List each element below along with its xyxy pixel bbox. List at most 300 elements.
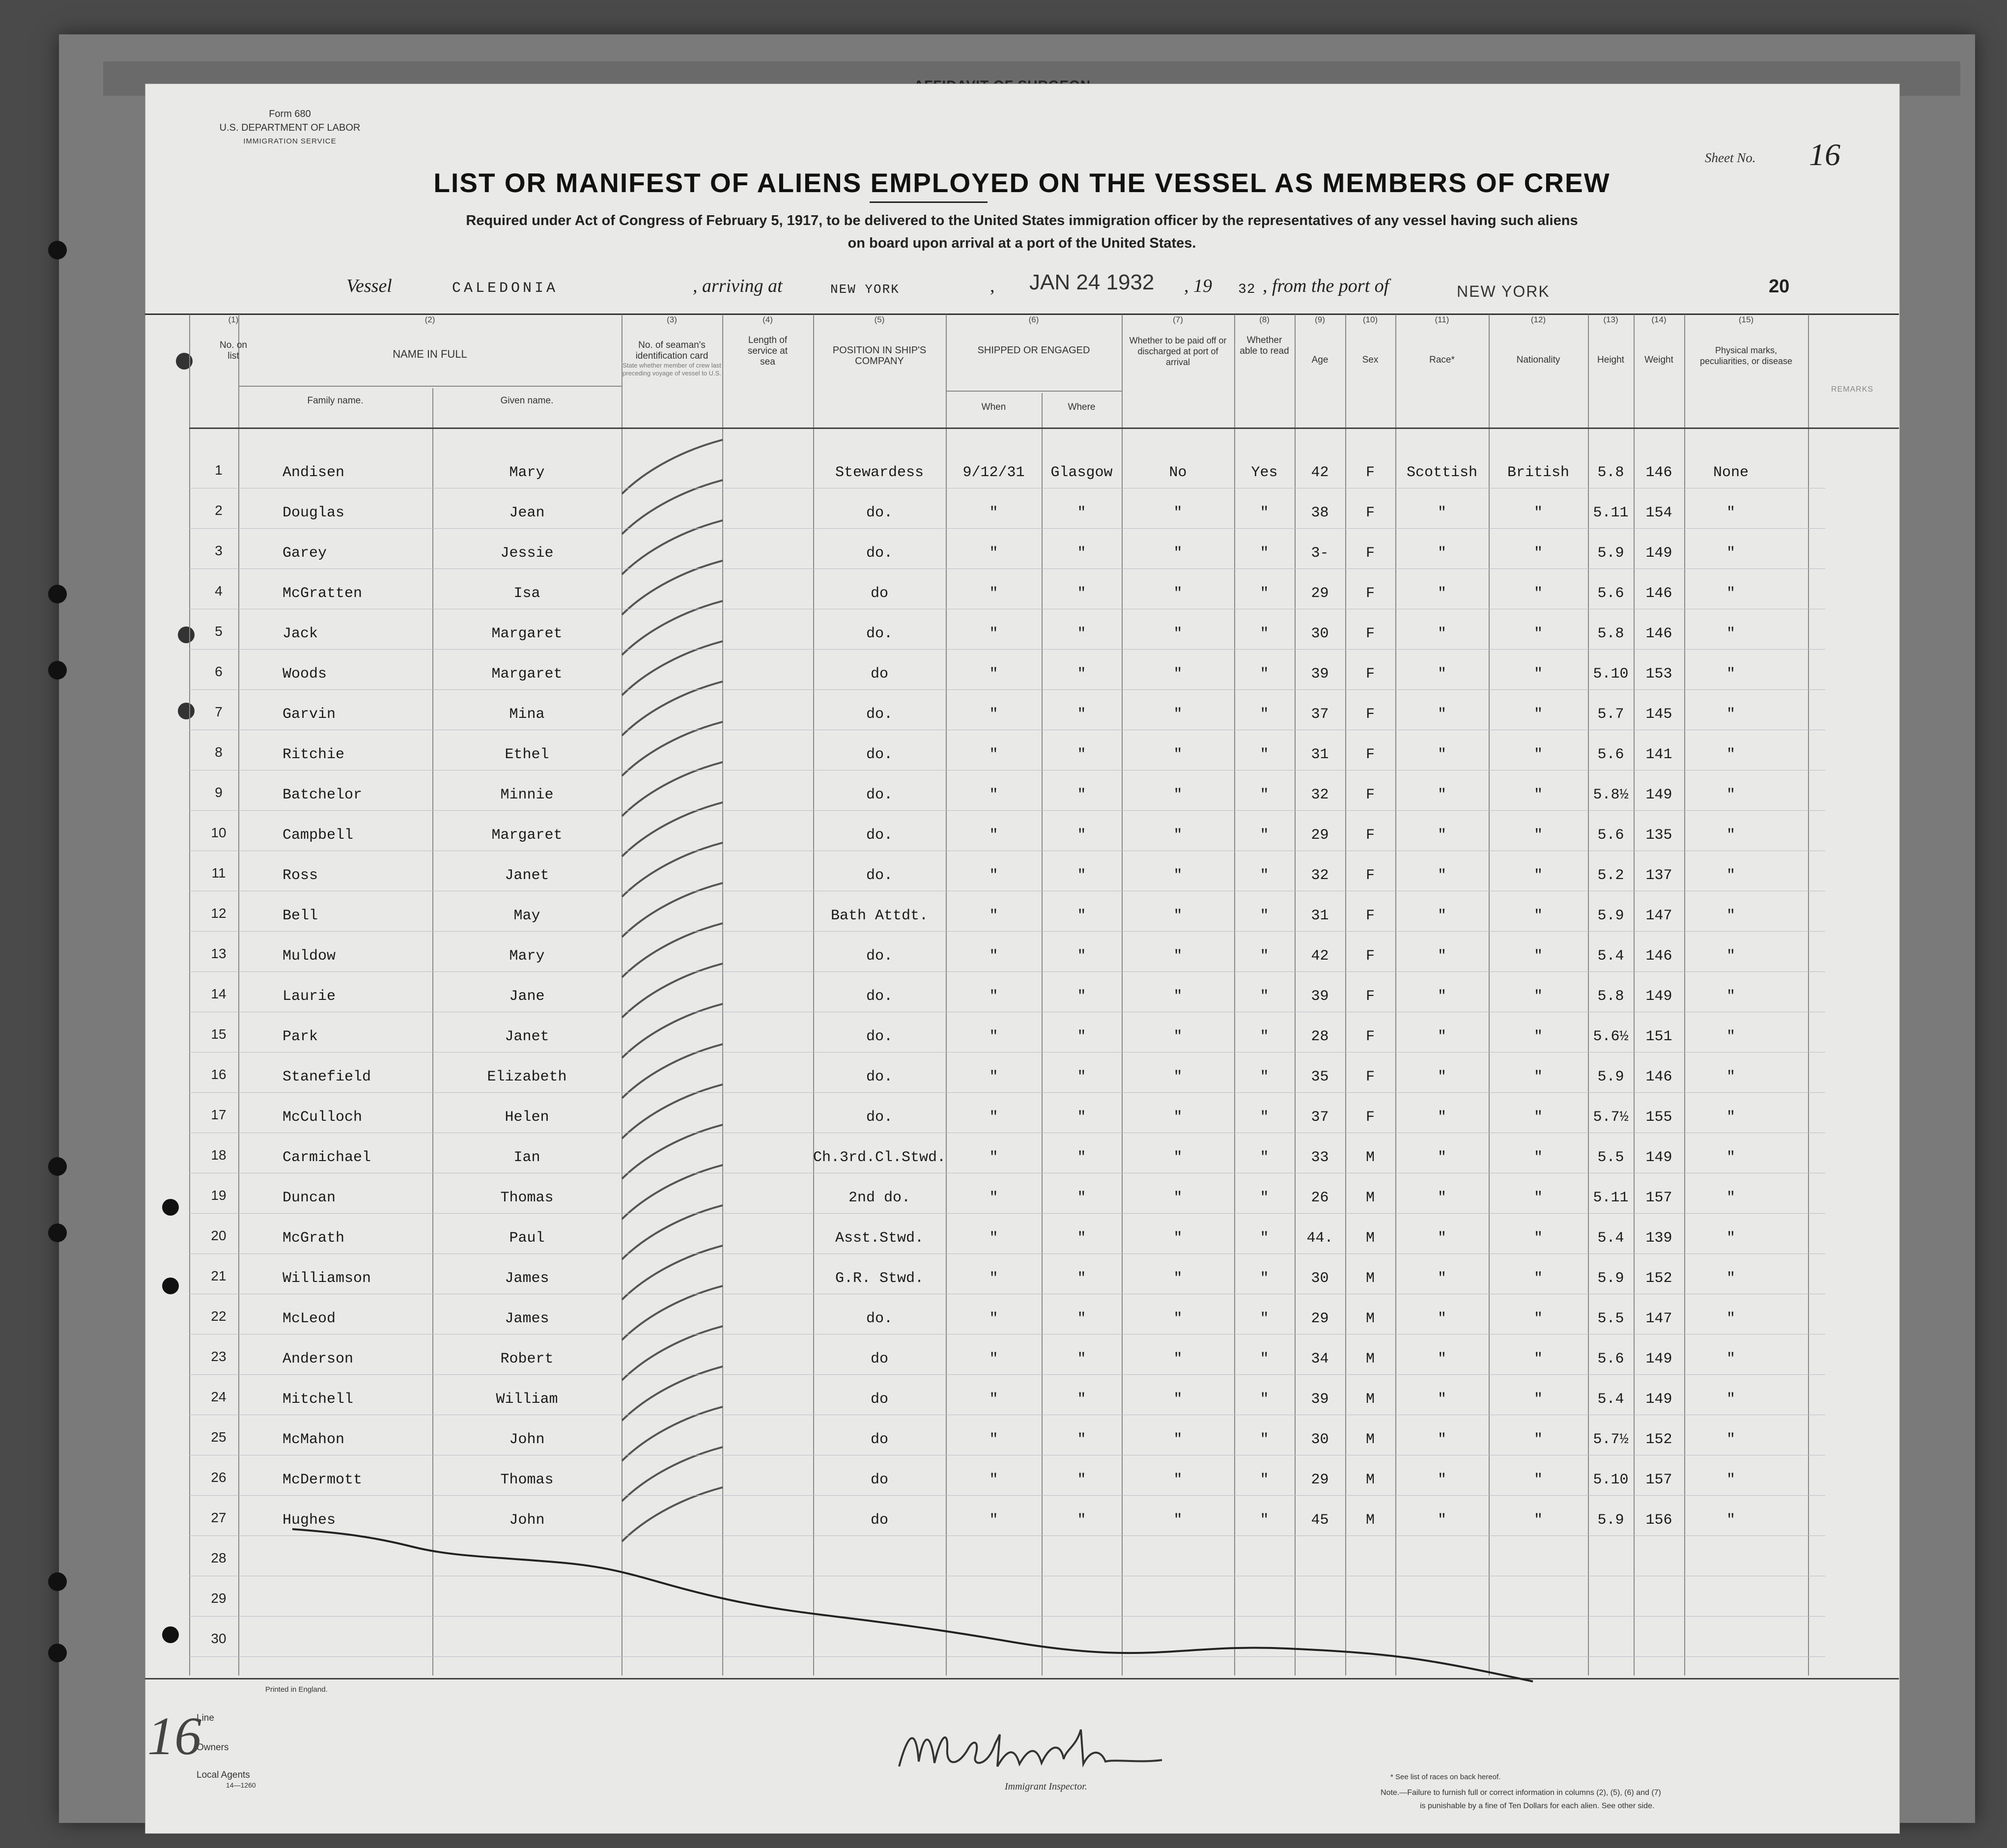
able-to-read-cell: " <box>1260 948 1269 965</box>
given-name-cell: Robert <box>500 1351 554 1367</box>
shipped-when-cell: " <box>989 1351 998 1367</box>
given-name-cell: Jean <box>509 505 545 521</box>
sex-cell: F <box>1365 505 1375 521</box>
given-name-cell: Isa <box>513 585 540 602</box>
physical-marks-cell: " <box>1726 1149 1735 1166</box>
race-cell: " <box>1437 1270 1446 1287</box>
row-rule <box>189 1495 1825 1496</box>
col-label: Race* <box>1429 355 1455 365</box>
col-label: Nationality <box>1516 355 1560 365</box>
row-number: 7 <box>215 704 223 719</box>
shipped-where-cell: " <box>1077 1190 1086 1206</box>
weight-cell: 135 <box>1645 827 1672 844</box>
sex-cell: M <box>1365 1431 1375 1448</box>
weight-cell: 149 <box>1645 545 1672 562</box>
given-name-cell: Thomas <box>500 1190 554 1206</box>
col-label: Weight <box>1644 355 1673 365</box>
family-name-cell: Carmichael <box>283 1149 371 1166</box>
given-name-cell: Margaret <box>491 827 563 844</box>
weight-cell: 155 <box>1645 1109 1672 1126</box>
nationality-cell: " <box>1533 1472 1543 1488</box>
race-cell: " <box>1437 1512 1446 1529</box>
given-name-cell: Mary <box>509 464 545 481</box>
row-rule <box>189 1535 1825 1536</box>
punch-hole <box>48 1223 67 1242</box>
age-cell: 29 <box>1311 1310 1329 1327</box>
family-name-cell: Park <box>283 1028 318 1045</box>
family-name-cell: Mitchell <box>283 1391 354 1408</box>
col-label: Height <box>1597 355 1624 365</box>
form-number: Form 680 <box>269 109 311 119</box>
age-cell: 39 <box>1311 988 1329 1005</box>
physical-marks-cell: " <box>1726 867 1735 884</box>
shipped-when-cell: " <box>989 666 998 682</box>
weight-cell: 137 <box>1645 867 1672 884</box>
family-name-cell: Stanefield <box>283 1069 371 1085</box>
sex-cell: F <box>1365 545 1375 562</box>
age-cell: 44. <box>1306 1230 1333 1247</box>
inspector-label: Immigrant Inspector. <box>1005 1781 1087 1792</box>
nationality-cell: " <box>1533 787 1543 803</box>
col-number: (11) <box>1435 315 1449 324</box>
row-number: 1 <box>215 462 223 478</box>
physical-marks-cell: " <box>1726 1028 1735 1045</box>
family-name-cell: Duncan <box>283 1190 336 1206</box>
given-name-cell: Jane <box>509 988 545 1005</box>
shipped-where-cell: " <box>1077 1230 1086 1247</box>
age-cell: 37 <box>1311 706 1329 723</box>
physical-marks-cell: " <box>1726 1310 1735 1327</box>
inspector-signature <box>894 1720 1169 1781</box>
family-name-cell: Garey <box>283 545 327 562</box>
shipped-when-cell: " <box>989 545 998 562</box>
row-rule <box>189 1656 1825 1657</box>
sex-cell: F <box>1365 464 1375 481</box>
col-number: (13) <box>1603 315 1618 324</box>
sex-cell: F <box>1365 867 1375 884</box>
sex-cell: M <box>1365 1230 1375 1247</box>
height-cell: 5.10 <box>1593 1472 1629 1488</box>
physical-marks-cell: " <box>1726 1472 1735 1488</box>
race-cell: " <box>1437 1391 1446 1408</box>
sex-cell: F <box>1365 625 1375 642</box>
row-number: 6 <box>215 664 223 679</box>
family-name-cell: McGratten <box>283 585 363 602</box>
row-number: 29 <box>211 1591 226 1606</box>
paid-off-cell: " <box>1173 1069 1183 1085</box>
able-to-read-cell: " <box>1260 505 1269 521</box>
row-number: 18 <box>211 1147 226 1163</box>
age-cell: 30 <box>1311 625 1329 642</box>
paid-off-cell: " <box>1173 1310 1183 1327</box>
shipped-when-cell: " <box>989 787 998 803</box>
col-rule <box>722 314 723 1676</box>
position-cell: do. <box>866 1310 893 1327</box>
row-rule <box>189 1092 1825 1093</box>
paid-off-cell: " <box>1173 666 1183 682</box>
shipped-when-cell: " <box>989 706 998 723</box>
row-number: 8 <box>215 744 223 760</box>
race-cell: " <box>1437 787 1446 803</box>
race-cell: " <box>1437 1109 1446 1126</box>
shipped-where-cell: Glasgow <box>1050 464 1113 481</box>
paid-off-cell: " <box>1173 1149 1183 1166</box>
from-port-label: , from the port of <box>1263 276 1389 296</box>
nationality-cell: " <box>1533 867 1543 884</box>
position-cell: do. <box>866 1028 893 1045</box>
col15-header <box>1684 314 1808 367</box>
race-cell: " <box>1437 948 1446 965</box>
able-to-read-cell: " <box>1260 1109 1269 1126</box>
weight-cell: 149 <box>1645 1391 1672 1408</box>
sex-cell: F <box>1365 1028 1375 1045</box>
physical-marks-cell: " <box>1726 1270 1735 1287</box>
shipped-where-cell: " <box>1077 545 1086 562</box>
able-to-read-cell: " <box>1260 1149 1269 1166</box>
race-cell: " <box>1437 625 1446 642</box>
age-cell: 37 <box>1311 1109 1329 1126</box>
given-name-cell: Ian <box>513 1149 540 1166</box>
position-cell: Bath Attdt. <box>830 908 929 924</box>
row-number: 26 <box>211 1470 226 1485</box>
able-to-read-cell: " <box>1260 1069 1269 1085</box>
paid-off-cell: " <box>1173 1230 1183 1247</box>
punch-hole <box>162 1278 179 1294</box>
age-cell: 26 <box>1311 1190 1329 1206</box>
header-rule <box>238 386 622 387</box>
age-cell: 31 <box>1311 908 1329 924</box>
position-cell: do. <box>866 827 893 844</box>
height-cell: 5.9 <box>1597 908 1624 924</box>
row-rule <box>189 810 1825 811</box>
owners-label: Owners <box>197 1742 229 1753</box>
position-cell: 2nd do. <box>848 1190 911 1206</box>
height-cell: 5.4 <box>1597 1391 1624 1408</box>
shipped-where-cell: " <box>1077 1270 1086 1287</box>
race-cell: " <box>1437 1190 1446 1206</box>
race-cell: " <box>1437 1028 1446 1045</box>
nationality-cell: " <box>1533 1069 1543 1085</box>
header-rule <box>946 391 1122 392</box>
paid-off-cell: " <box>1173 1472 1183 1488</box>
physical-marks-cell: " <box>1726 1069 1735 1085</box>
margin-sheet-number: 16 <box>147 1706 201 1766</box>
row-rule <box>189 528 1825 529</box>
form-identifier <box>216 107 364 148</box>
paid-off-cell: " <box>1173 908 1183 924</box>
col-number: (12) <box>1530 315 1546 324</box>
col-label: Physical marks, peculiarities, or disease <box>1699 345 1793 366</box>
shipped-when-cell: " <box>989 1512 998 1529</box>
family-name-cell: Campbell <box>283 827 354 844</box>
position-cell: do. <box>866 706 893 723</box>
height-cell: 5.11 <box>1593 505 1629 521</box>
row-number: 14 <box>211 986 226 1001</box>
table-bottom-rule <box>145 1678 1899 1679</box>
shipped-when-cell: " <box>989 1149 998 1166</box>
shipped-when-cell: " <box>989 1230 998 1247</box>
nationality-cell: " <box>1533 1109 1543 1126</box>
col-number: (2) <box>424 315 435 324</box>
paid-off-cell: " <box>1173 585 1183 602</box>
physical-marks-cell: " <box>1726 1109 1735 1126</box>
shipped-where-cell: " <box>1077 1512 1086 1529</box>
position-cell: do. <box>866 948 893 965</box>
col13-header <box>1588 314 1634 366</box>
physical-marks-cell: " <box>1726 908 1735 924</box>
col4-header <box>722 314 813 368</box>
able-to-read-cell: " <box>1260 545 1269 562</box>
age-cell: 45 <box>1311 1512 1329 1529</box>
row-number: 21 <box>211 1268 226 1283</box>
form-reference: 14—1260 <box>226 1781 256 1789</box>
row-number: 9 <box>215 785 223 800</box>
position-cell: do <box>870 1351 888 1367</box>
nationality-cell: British <box>1507 464 1570 481</box>
col14-header <box>1634 314 1684 366</box>
shipped-where-cell: " <box>1077 948 1086 965</box>
nationality-cell: " <box>1533 625 1543 642</box>
col-number: (3) <box>667 315 677 324</box>
position-cell: Asst.Stwd. <box>835 1230 924 1247</box>
shipped-where-cell: " <box>1077 1310 1086 1327</box>
race-cell: " <box>1437 1351 1446 1367</box>
shipped-where-cell: " <box>1077 988 1086 1005</box>
given-name-cell: Janet <box>505 867 549 884</box>
family-name-cell: Andisen <box>283 464 345 481</box>
punch-hole <box>48 1644 67 1662</box>
age-cell: 32 <box>1311 787 1329 803</box>
document-title: LIST OR MANIFEST OF ALIENS EMPLOYED ON THE VESSEL AS MEMBERS OF CREW <box>433 168 1611 198</box>
physical-marks-cell: " <box>1726 1512 1735 1529</box>
physical-marks-cell: " <box>1726 1230 1735 1247</box>
given-name-cell: Thomas <box>500 1472 554 1488</box>
shipped-when-cell: " <box>989 625 998 642</box>
age-cell: 34 <box>1311 1351 1329 1367</box>
line-label: Line <box>197 1713 214 1723</box>
paid-off-cell: " <box>1173 1351 1183 1367</box>
physical-marks-cell: " <box>1726 585 1735 602</box>
year-suffix: 32 <box>1238 282 1256 297</box>
sex-cell: M <box>1365 1391 1375 1408</box>
col6-header <box>946 314 1122 356</box>
nationality-cell: " <box>1533 948 1543 965</box>
weight-cell: 149 <box>1645 1351 1672 1367</box>
family-name-cell: Muldow <box>283 948 336 965</box>
row-rule <box>189 931 1825 932</box>
able-to-read-cell: " <box>1260 787 1269 803</box>
shipped-where-cell: " <box>1077 867 1086 884</box>
physical-marks-cell: " <box>1726 746 1735 763</box>
sex-cell: F <box>1365 585 1375 602</box>
race-cell: " <box>1437 1230 1446 1247</box>
sex-cell: F <box>1365 666 1375 682</box>
subtitle-line: on board upon arrival at a port of the United States. <box>848 235 1196 251</box>
shipped-when-cell: " <box>989 505 998 521</box>
col11-header <box>1395 314 1489 366</box>
paid-off-cell: " <box>1173 827 1183 844</box>
weight-cell: 149 <box>1645 1149 1672 1166</box>
shipped-when-cell: " <box>989 867 998 884</box>
col3-header <box>622 314 722 377</box>
nationality-cell: " <box>1533 1190 1543 1206</box>
position-cell: Ch.3rd.Cl.Stwd. <box>813 1149 946 1166</box>
race-cell: " <box>1437 706 1446 723</box>
paid-off-cell: " <box>1173 545 1183 562</box>
height-cell: 5.9 <box>1597 1512 1624 1529</box>
paid-off-cell: " <box>1173 988 1183 1005</box>
height-cell: 5.11 <box>1593 1190 1629 1206</box>
nationality-cell: " <box>1533 827 1543 844</box>
row-number: 3 <box>215 543 223 558</box>
family-name-cell: Ritchie <box>283 746 345 763</box>
paid-off-cell: " <box>1173 505 1183 521</box>
sex-cell: F <box>1365 1109 1375 1126</box>
weight-cell: 149 <box>1645 988 1672 1005</box>
age-cell: 42 <box>1311 464 1329 481</box>
family-name-cell: Ross <box>283 867 318 884</box>
page-count: 20 <box>1769 276 1790 297</box>
row-number: 4 <box>215 583 223 598</box>
shipped-when-cell: " <box>989 1270 998 1287</box>
sex-cell: M <box>1365 1512 1375 1529</box>
given-name-cell: Minnie <box>500 787 554 803</box>
col-label: SHIPPED OR ENGAGED <box>977 345 1090 356</box>
able-to-read-cell: " <box>1260 1512 1269 1529</box>
row-rule <box>189 1253 1825 1254</box>
row-number: 23 <box>211 1349 226 1364</box>
nationality-cell: " <box>1533 1391 1543 1408</box>
given-name-cell: William <box>496 1391 558 1408</box>
given-name-cell: Ethel <box>505 746 549 763</box>
col-number: (14) <box>1651 315 1667 324</box>
able-to-read-cell: Yes <box>1251 464 1278 481</box>
race-cell: " <box>1437 585 1446 602</box>
paid-off-cell: " <box>1173 787 1183 803</box>
shipped-where-cell: " <box>1077 746 1086 763</box>
punch-hole <box>178 626 195 643</box>
shipped-where-cell: " <box>1077 625 1086 642</box>
col8-header <box>1234 314 1295 357</box>
weight-cell: 145 <box>1645 706 1672 723</box>
col-label: Sex <box>1362 355 1379 365</box>
nationality-cell: " <box>1533 1028 1543 1045</box>
where-header: Where <box>1068 402 1096 412</box>
col-number: (4) <box>763 315 773 324</box>
given-name-cell: James <box>505 1270 549 1287</box>
given-name-cell: Helen <box>505 1109 549 1126</box>
family-name-header: Family name. <box>307 396 364 406</box>
given-name-cell: Paul <box>509 1230 545 1247</box>
physical-marks-cell: " <box>1726 988 1735 1005</box>
col-label: NAME IN FULL <box>393 348 467 360</box>
paid-off-cell: No <box>1169 464 1187 481</box>
family-name-cell: McCulloch <box>283 1109 363 1126</box>
header-bottom-rule <box>189 427 1899 429</box>
family-name-cell: Batchelor <box>283 787 363 803</box>
given-name-cell: James <box>505 1310 549 1327</box>
position-cell: do <box>870 1472 888 1488</box>
given-name-cell: Jessie <box>500 545 554 562</box>
physical-marks-cell: " <box>1726 827 1735 844</box>
physical-marks-cell: " <box>1726 706 1735 723</box>
weight-cell: 147 <box>1645 908 1672 924</box>
age-cell: 31 <box>1311 746 1329 763</box>
row-number: 22 <box>211 1308 226 1324</box>
family-name-cell: Garvin <box>283 706 336 723</box>
col-label: Age <box>1311 355 1329 365</box>
shipped-where-cell: " <box>1077 706 1086 723</box>
penalty-note-2: is punishable by a fine of Ten Dollars for each alien. See other side. <box>1420 1802 1655 1810</box>
year-prefix: , 19 <box>1184 276 1212 296</box>
sex-cell: F <box>1365 1069 1375 1085</box>
shipped-where-cell: " <box>1077 787 1086 803</box>
shipped-where-cell: " <box>1077 1109 1086 1126</box>
position-cell: do. <box>866 867 893 884</box>
shipped-where-cell: " <box>1077 1351 1086 1367</box>
height-cell: 5.2 <box>1597 867 1624 884</box>
from-port: NEW YORK <box>1457 283 1550 300</box>
row-number: 28 <box>211 1550 226 1565</box>
shipped-when-cell: " <box>989 827 998 844</box>
height-cell: 5.5 <box>1597 1310 1624 1327</box>
col-note: State whether member of crew last preceding voyage of vessel to U.S. <box>622 362 721 377</box>
physical-marks-cell: " <box>1726 505 1735 521</box>
height-cell: 5.8 <box>1597 988 1624 1005</box>
able-to-read-cell: " <box>1260 827 1269 844</box>
col-number: (15) <box>1738 315 1754 324</box>
shipped-where-cell: " <box>1077 1149 1086 1166</box>
physical-marks-cell: None <box>1713 464 1749 481</box>
sex-cell: F <box>1365 827 1375 844</box>
service-name: IMMIGRATION SERVICE <box>243 137 337 145</box>
row-number: 15 <box>211 1026 226 1042</box>
height-cell: 5.5 <box>1597 1149 1624 1166</box>
weight-cell: 152 <box>1645 1270 1672 1287</box>
height-cell: 5.6 <box>1597 827 1624 844</box>
position-cell: do. <box>866 988 893 1005</box>
physical-marks-cell: " <box>1726 1431 1735 1448</box>
nationality-cell: " <box>1533 1512 1543 1529</box>
age-cell: 35 <box>1311 1069 1329 1085</box>
row-number: 17 <box>211 1107 226 1122</box>
given-name-cell: Janet <box>505 1028 549 1045</box>
shipped-where-cell: " <box>1077 1431 1086 1448</box>
col-number: (8) <box>1259 315 1270 324</box>
family-name-cell: Williamson <box>283 1270 371 1287</box>
physical-marks-cell: " <box>1726 787 1735 803</box>
weight-cell: 141 <box>1645 746 1672 763</box>
row-rule <box>189 1374 1825 1375</box>
shipped-where-cell: " <box>1077 585 1086 602</box>
physical-marks-cell: " <box>1726 1351 1735 1367</box>
when-header: When <box>981 402 1006 412</box>
race-cell: " <box>1437 1310 1446 1327</box>
height-cell: 5.9 <box>1597 1069 1624 1085</box>
paid-off-cell: " <box>1173 1270 1183 1287</box>
col-number: (10) <box>1362 315 1378 324</box>
nationality-cell: " <box>1533 1310 1543 1327</box>
sex-cell: M <box>1365 1351 1375 1367</box>
row-number: 25 <box>211 1429 226 1445</box>
shipped-when-cell: " <box>989 1109 998 1126</box>
weight-cell: 146 <box>1645 625 1672 642</box>
family-name-cell: Bell <box>283 908 318 924</box>
shipped-when-cell: " <box>989 1028 998 1045</box>
weight-cell: 146 <box>1645 464 1672 481</box>
row-number: 5 <box>215 624 223 639</box>
nationality-cell: " <box>1533 666 1543 682</box>
